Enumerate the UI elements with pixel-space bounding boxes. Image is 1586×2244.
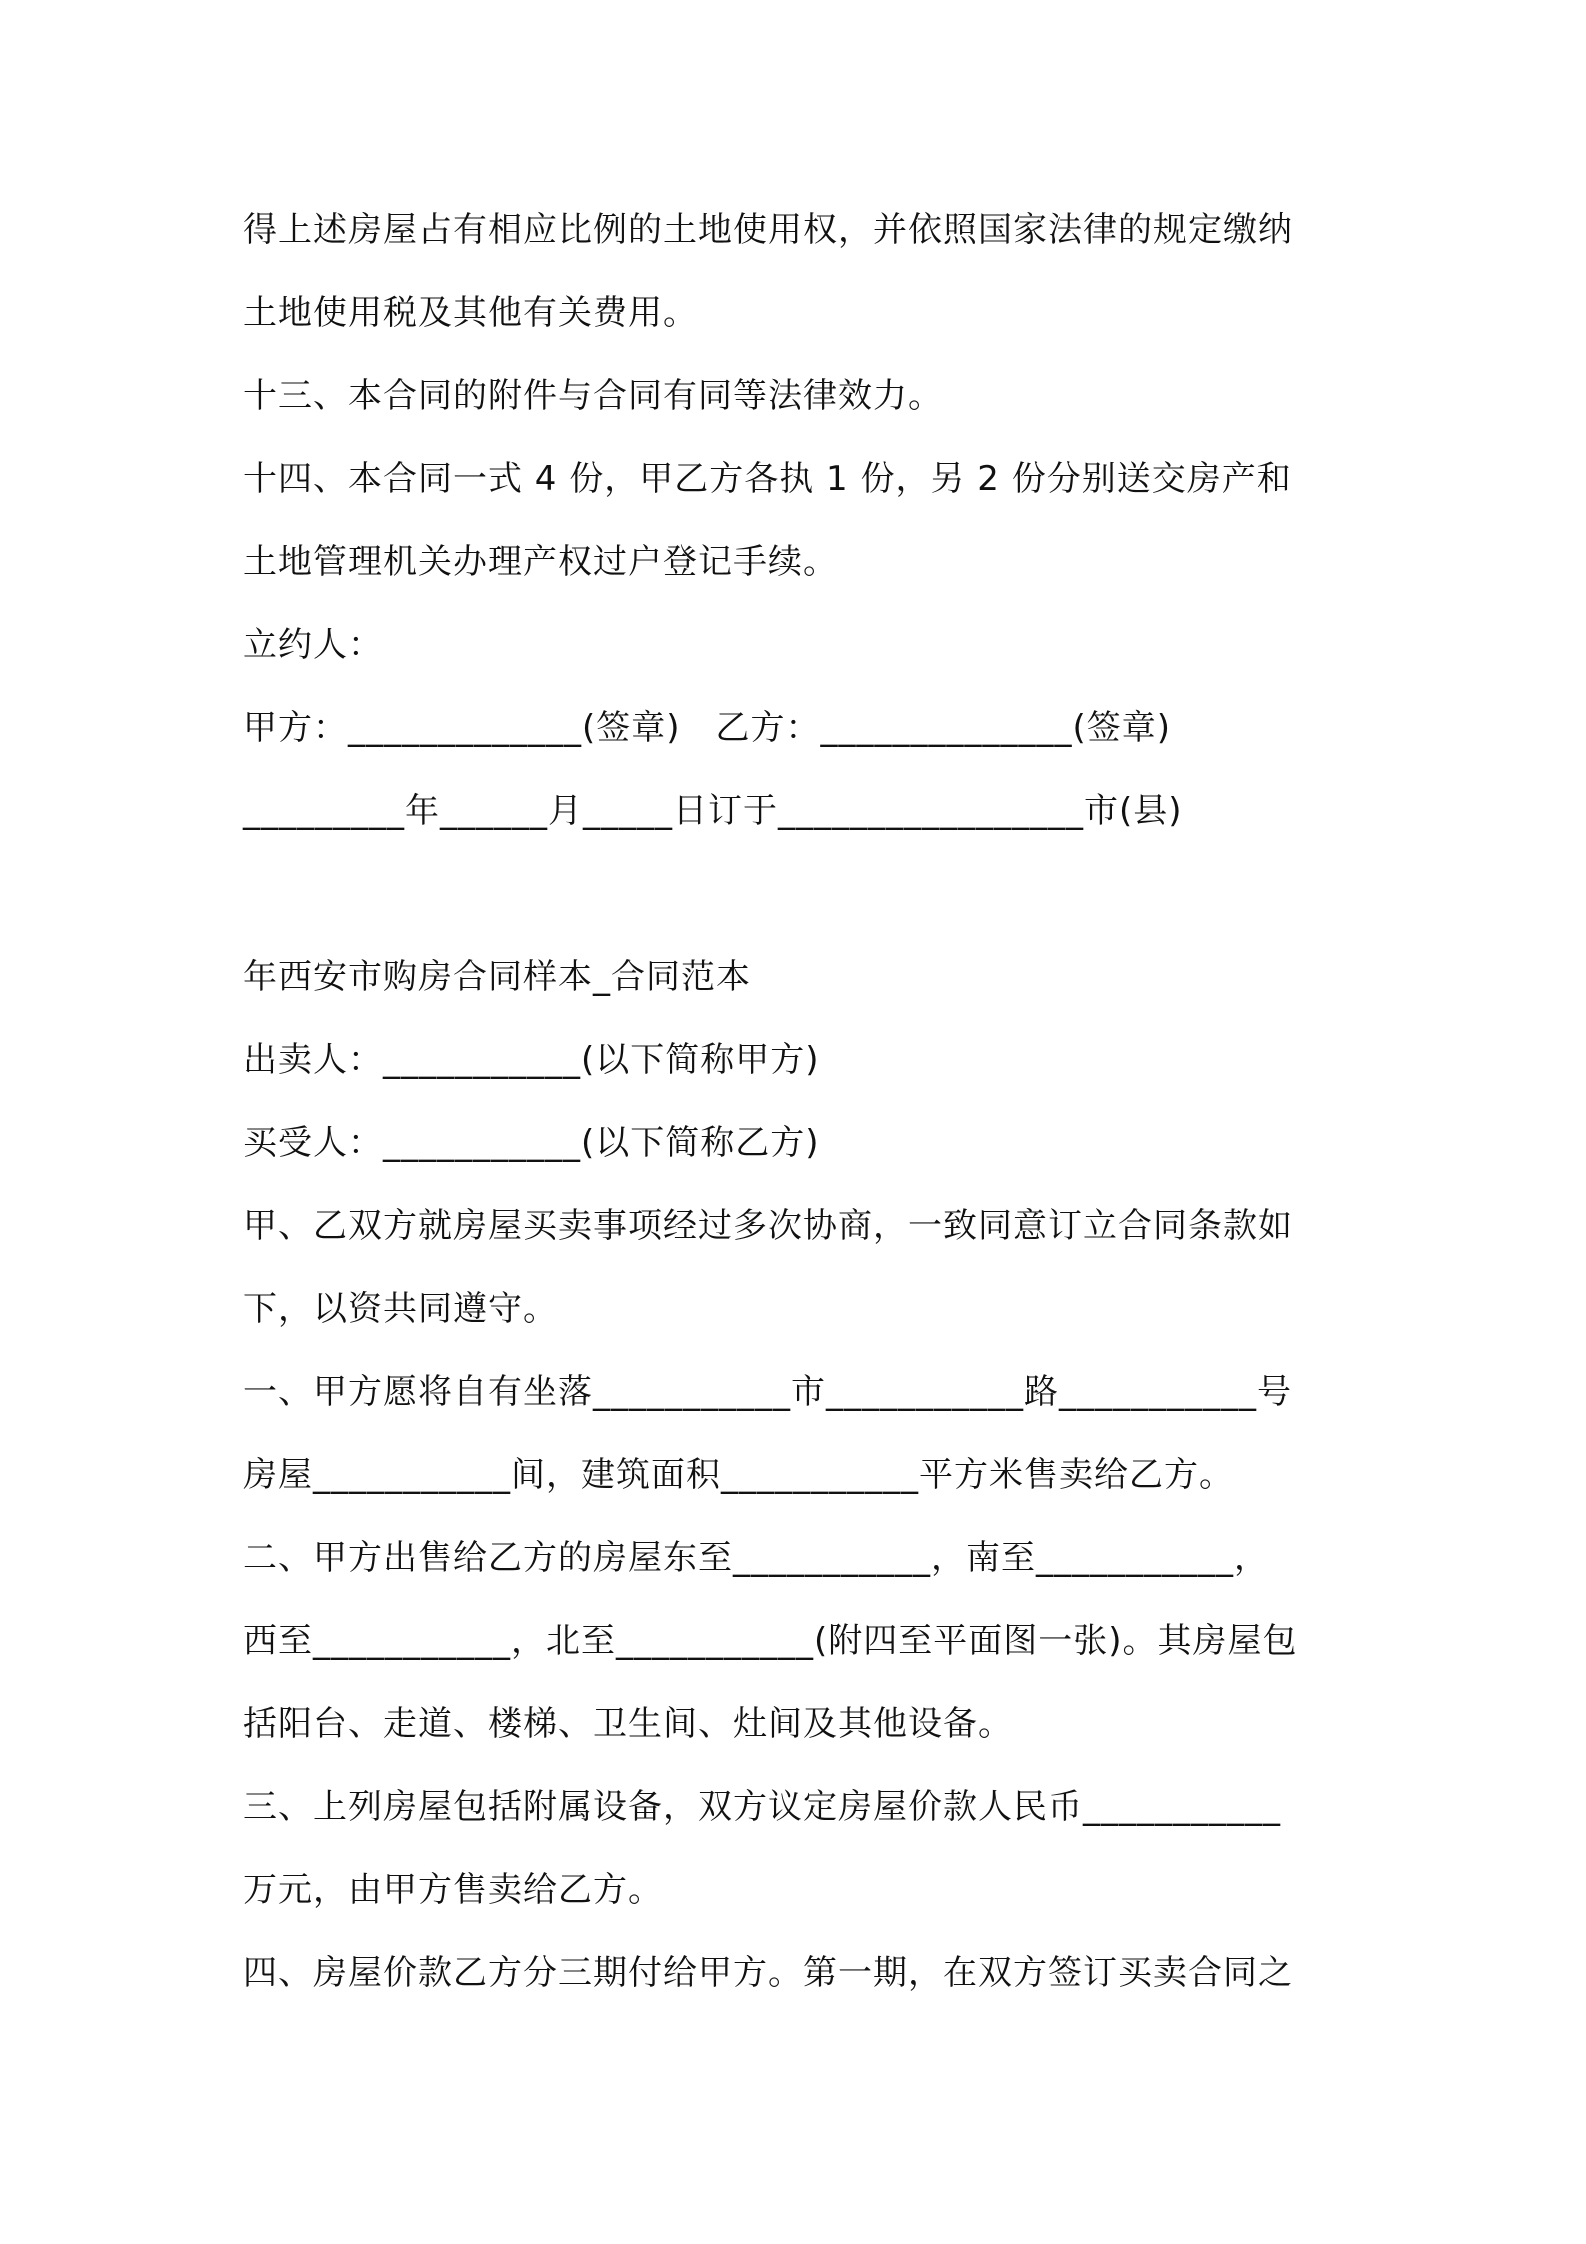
clause-4: 四、房屋价款乙方分三期付给甲方。第一期，在双方签订买卖合同之	[243, 1953, 1293, 1993]
preamble-line-1: 甲、乙双方就房屋买卖事项经过多次协商，一致同意订立合同条款如	[243, 1206, 1293, 1246]
clause-2: 二、甲方出售给乙方的房屋东至___________，南至___________，	[243, 1538, 1269, 1578]
clause-3: 三、上列房屋包括附属设备，双方议定房屋价款人民币___________	[243, 1787, 1281, 1827]
clause-3-cont: 万元，由甲方售卖给乙方。	[243, 1870, 663, 1910]
clause-1: 一、甲方愿将自有坐落___________市___________路___________号	[243, 1372, 1292, 1412]
date-place-line: _________年______月_____日订于_________________市(县)	[243, 791, 1183, 831]
clause-13: 十三、本合同的附件与合同有同等法律效力。	[243, 376, 943, 416]
clause-14-cont: 土地管理机关办理产权过户登记手续。	[243, 542, 838, 582]
clause-14: 十四、本合同一式 4 份，甲乙方各执 1 份，另 2 份分别送交房产和	[243, 459, 1292, 499]
buyer-line: 买受人：___________(以下简称乙方)	[243, 1123, 820, 1163]
signatories-label: 立约人：	[243, 625, 383, 665]
body-line-1: 得上述房屋占有相应比例的土地使用权，并依照国家法律的规定缴纳	[243, 210, 1293, 250]
clause-2-cont: 西至___________，北至___________(附四至平面图一张)。其房屋包	[243, 1621, 1298, 1661]
preamble-line-2: 下，以资共同遵守。	[243, 1289, 558, 1329]
clause-1-cont: 房屋___________间，建筑面积___________平方米售卖给乙方。	[243, 1455, 1234, 1495]
document-title: 年西安市购房合同样本_合同范本	[243, 957, 751, 997]
body-line-2: 土地使用税及其他有关费用。	[243, 293, 698, 333]
clause-2-cont-2: 括阳台、走道、楼梯、卫生间、灶间及其他设备。	[243, 1704, 1013, 1744]
signature-line: 甲方：_____________(签章) 乙方：______________(签章)	[243, 708, 1172, 748]
seller-line: 出卖人：___________(以下简称甲方)	[243, 1040, 820, 1080]
